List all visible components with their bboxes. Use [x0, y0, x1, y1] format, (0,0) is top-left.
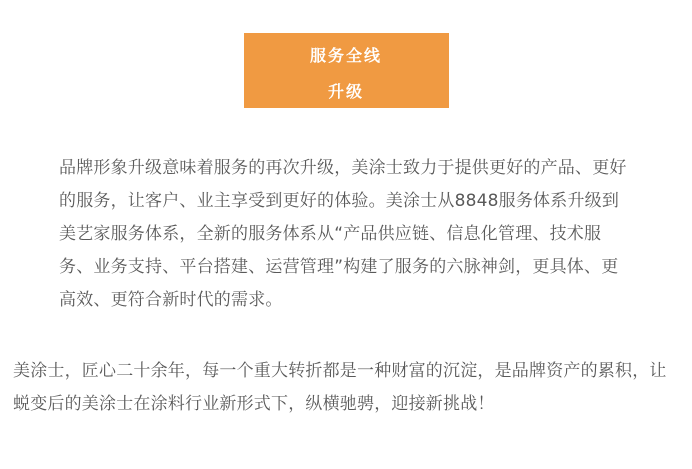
- paragraph-brand-legacy: [13, 355, 685, 421]
- text-line: 的服务，让客户、业主享受到更好的体验。美涂士从8848服务体系升级到: [59, 191, 620, 211]
- banner-title-line-1: 服务全线: [309, 46, 382, 65]
- text-line: 高效、更符合新时代的需求。: [59, 290, 283, 310]
- paragraph-service-upgrade: [59, 152, 634, 317]
- text-line: 美艺家服务体系，全新的服务体系从“产品供应链、信息化管理、技术服: [59, 224, 602, 244]
- service-upgrade-banner: [244, 33, 449, 108]
- text-line: 品牌形象升级意味着服务的再次升级，美涂士致力于提供更好的产品、更好: [59, 158, 627, 178]
- text-line: 务、业务支持、平台搭建、运营管理”构建了服务的六脉神剑，更具体、更: [59, 257, 619, 277]
- text-line: 美涂士，匠心二十余年，每一个重大转折都是一种财富的沉淀，是品牌资产的累积，让: [13, 361, 667, 381]
- text-line: 蜕变后的美涂士在涂料行业新形式下，纵横驰骋，迎接新挑战！: [13, 394, 495, 414]
- banner-title-line-2: 升级: [327, 82, 364, 101]
